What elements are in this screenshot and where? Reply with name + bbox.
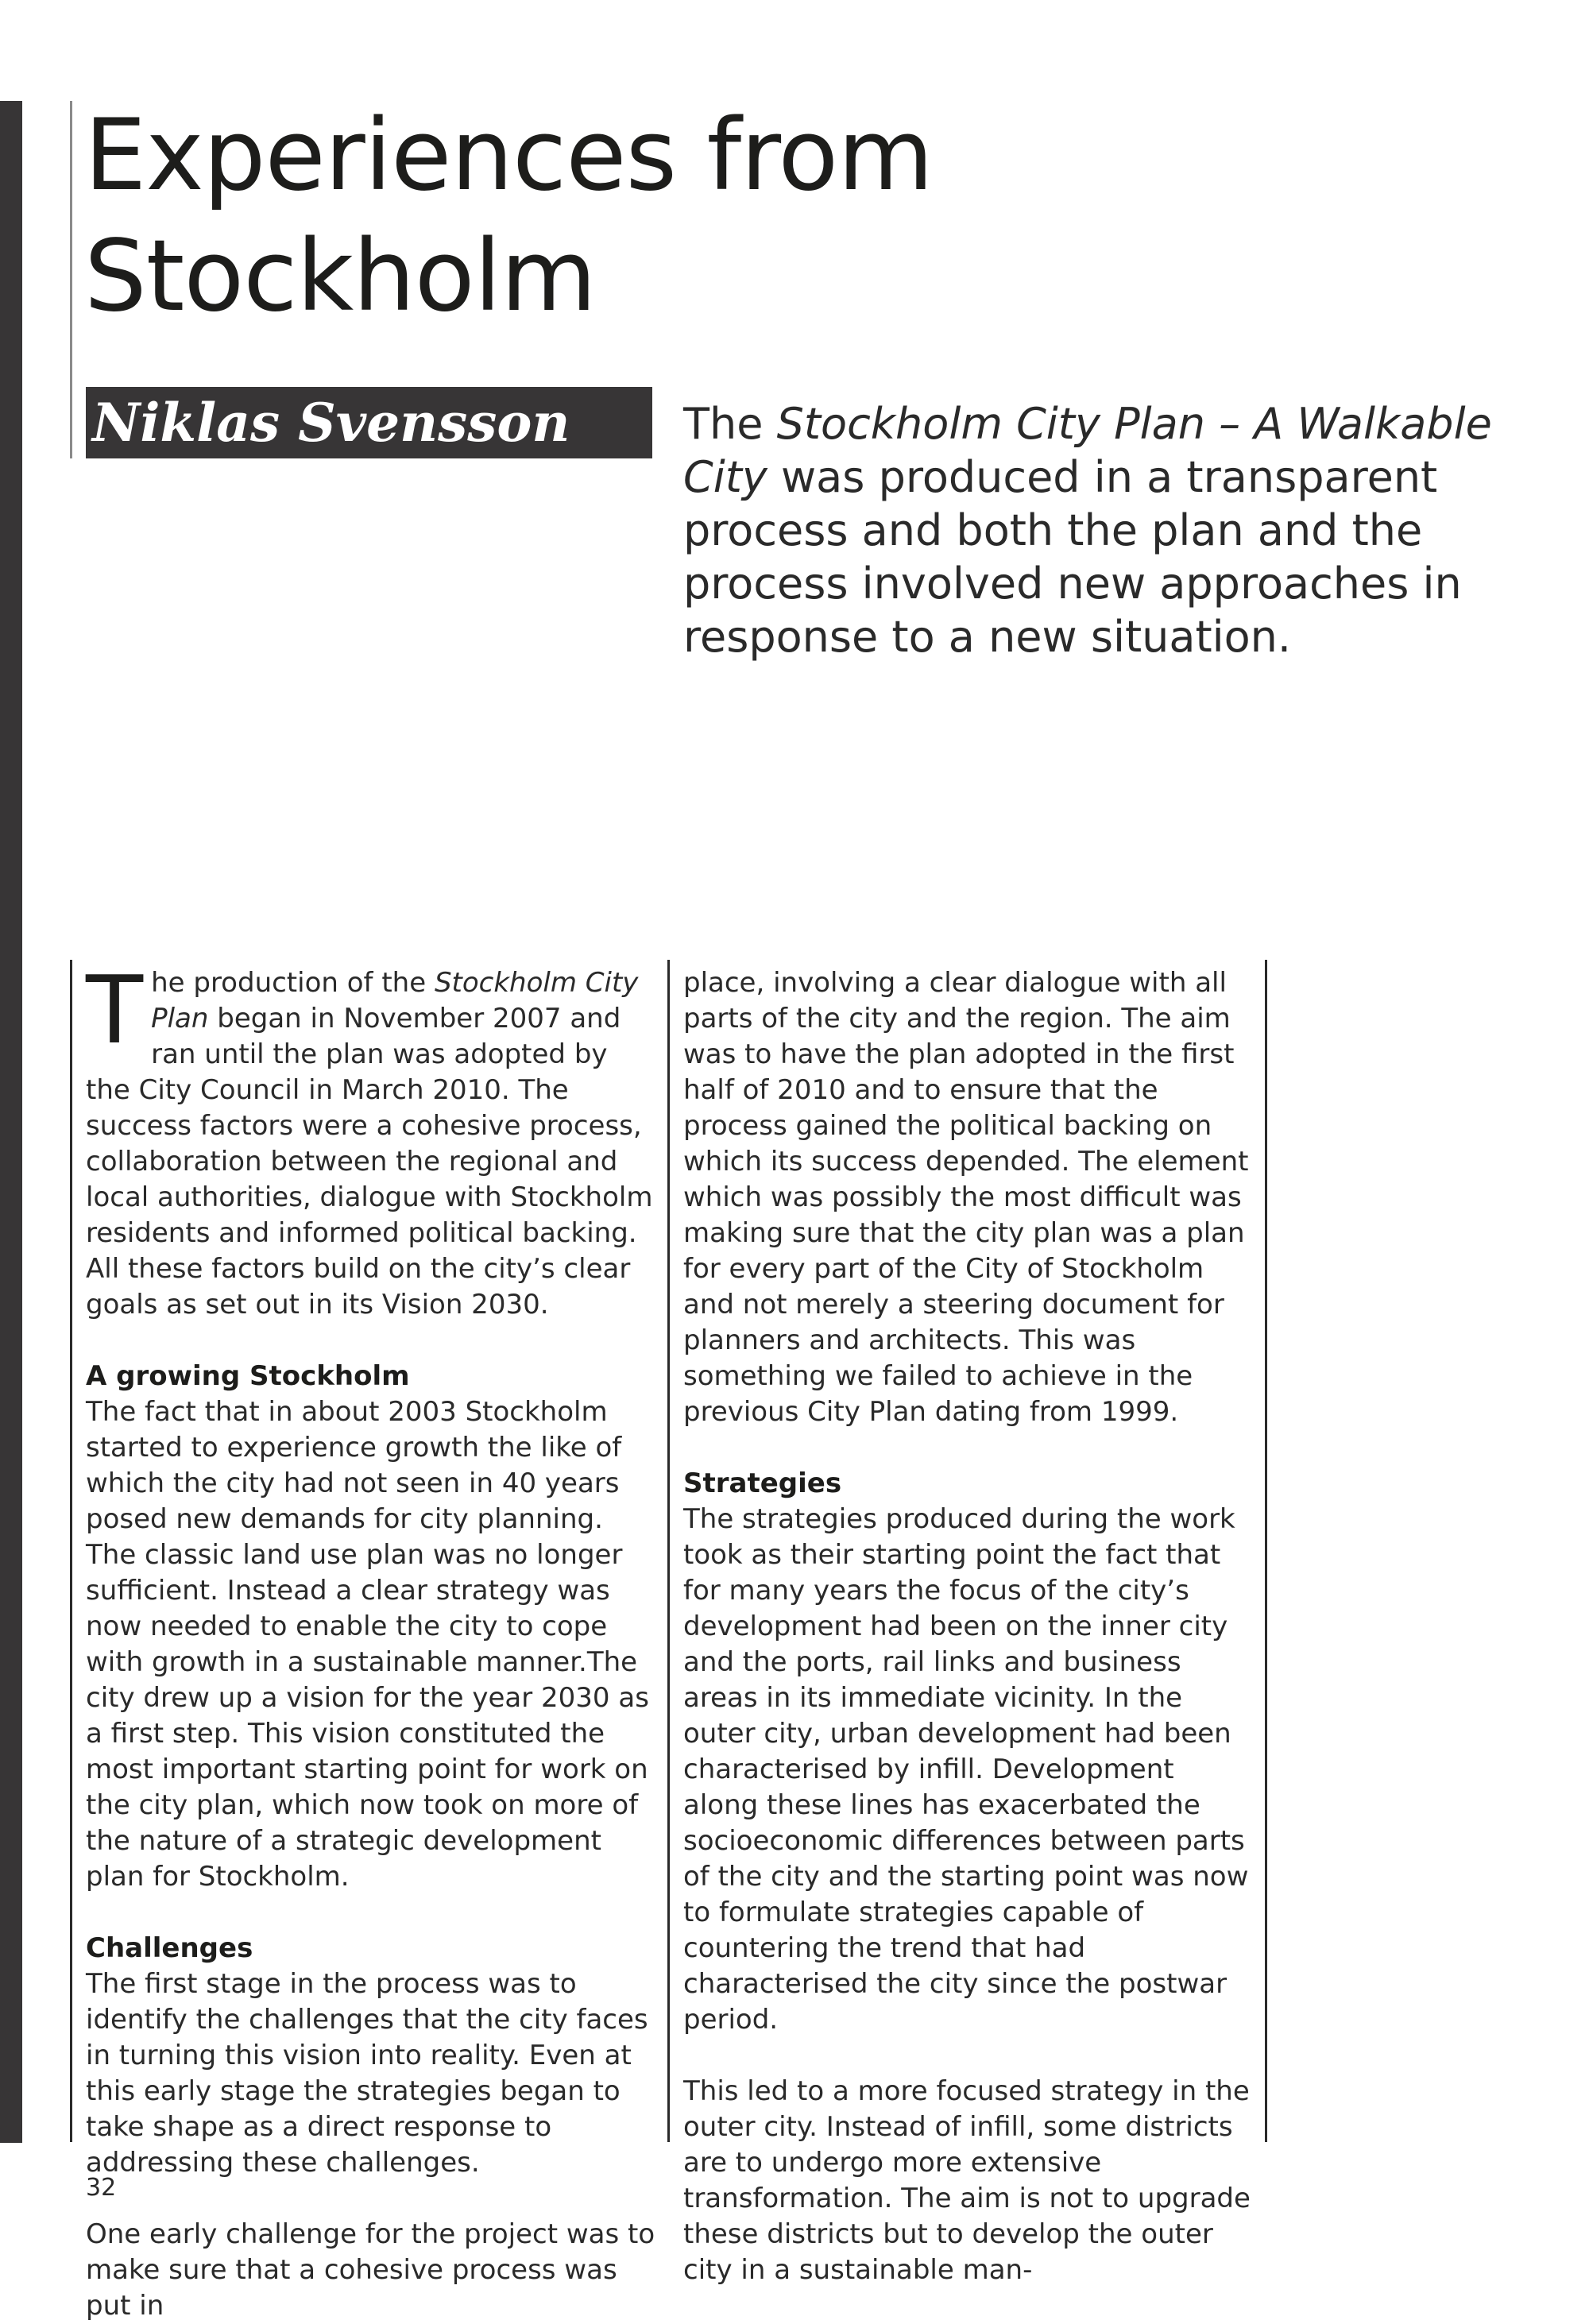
challenges-paragraph: The first stage in the process was to identify the challenges that the city faces in turning this vision into reality. Even at this early stage the strategies began to take shape as a direct response to addressing these challenges. bbox=[86, 1968, 648, 2179]
title-line-1: Experiences from bbox=[84, 99, 934, 213]
strategies-paragraph-2: This led to a more focused strategy in the outer city. Instead of infill, some districts are to undergo more extensive transformation. The aim is not to upgrade these districts but to develop the outer city in a sustainable man- bbox=[683, 2075, 1251, 2286]
strategies-paragraph: The strategies produced during the work took as their starting point the fact that for many years the focus of the city’s development had been on the inner city and the ports, rail links and business areas in its immediate vicinity. In the outer city, urban development had been characterised by infill. Development along these lines has exacerbated the socioeconomic differences between parts of the city and the starting point was now to formulate strategies capable of countering the trend that had characterised the city since the postwar period. bbox=[683, 1503, 1249, 2036]
middle-column-rule bbox=[667, 960, 670, 2142]
intro-paragraph bbox=[86, 955, 658, 1323]
page-edge-bar bbox=[0, 101, 22, 2143]
lede-after: was produced in a transparent process and both the plan and the process involved new approaches in response to a new situation. bbox=[683, 452, 1462, 662]
intro-after: began in November 2007 and ran until the plan was adopted by the City Council in March 2010. The success factors were a cohesive process, collaboration between the regional and local authorities, dialogue with Stockholm residents and informed political backing. All these factors build on the city’s clear goals as set out in its Vision 2030. bbox=[86, 1003, 653, 1321]
author-name: Niklas Svensson bbox=[92, 392, 570, 454]
article-title bbox=[84, 95, 933, 337]
intro-before: he production of the bbox=[151, 967, 435, 999]
heading-challenges: Challenges bbox=[86, 1932, 253, 1964]
title-line-2: Stockholm bbox=[84, 219, 596, 334]
author-byline bbox=[86, 387, 652, 458]
right-column bbox=[683, 965, 1255, 2288]
challenges-paragraph-2: One early challenge for the project was to make sure that a cohesive process was put in bbox=[86, 2218, 655, 2322]
lede-plan-title: Stockholm City Plan – A Walkable City bbox=[683, 399, 1492, 502]
lede-before: The bbox=[683, 399, 777, 449]
left-column bbox=[86, 955, 658, 2324]
page-number: 32 bbox=[86, 2174, 117, 2202]
drop-cap: T bbox=[86, 955, 144, 1065]
left-column-rule bbox=[70, 960, 72, 2142]
right-column-rule bbox=[1265, 960, 1267, 2142]
intro-plan-title: Stockholm City Plan bbox=[151, 967, 639, 1034]
growing-paragraph: The fact that in about 2003 Stockholm started to experience growth the like of which the city had not seen in 40 years posed new demands for city planning. The classic land use plan was no longer sufficient. Instead a clear strategy was now needed to enable the city to cope with growth in a sustainable manner.The city drew up a vision for the year 2030 as a first step. This vision constituted the most important starting point for work on the city plan, which now took on more of the nature of a strategic development plan for Stockholm. bbox=[86, 1396, 649, 1893]
lede-paragraph bbox=[683, 397, 1517, 663]
heading-growing-stockholm: A growing Stockholm bbox=[86, 1360, 410, 1392]
heading-strategies: Strategies bbox=[683, 1467, 842, 1499]
title-rule bbox=[70, 101, 72, 458]
continued-paragraph: place, involving a clear dialogue with all parts of the city and the region. The aim was to have the plan adopted in the first half of 2010 and to ensure that the process gained the political backing on which its success depended. The element which was possibly the most difficult was making sure that the city plan was a plan for every part of the City of Stockholm and not merely a steering document for planners and architects. This was something we failed to achieve in the previous City Plan dating from 1999. bbox=[683, 967, 1249, 1428]
